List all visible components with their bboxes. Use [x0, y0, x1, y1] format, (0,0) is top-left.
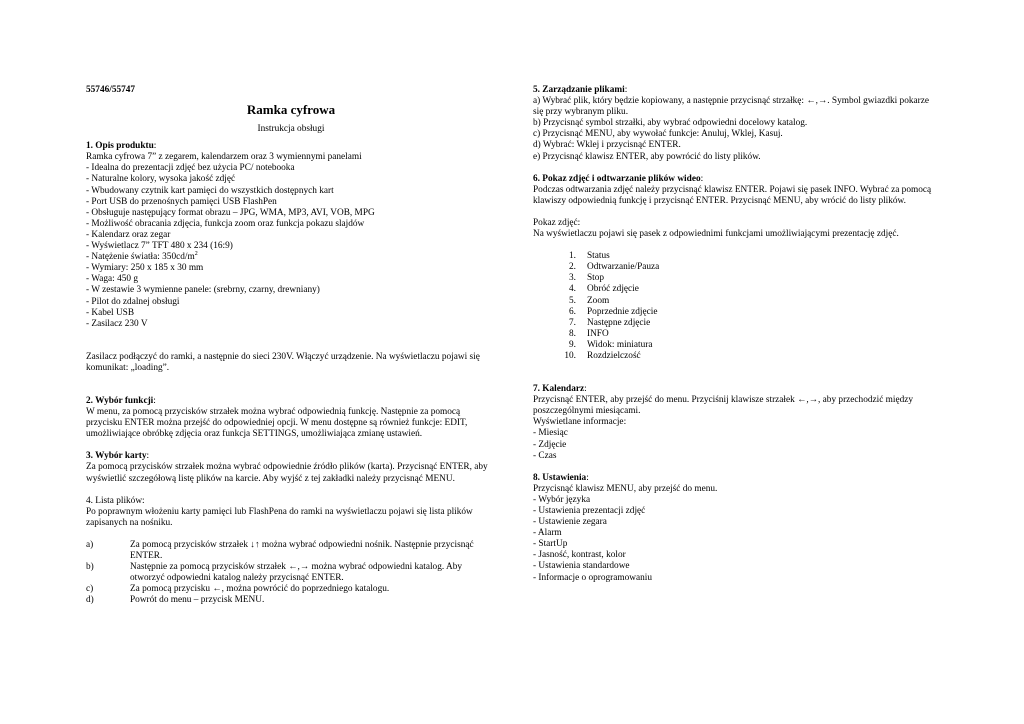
- list-item: - Wymiary: 250 x 185 x 30 mm: [86, 263, 204, 274]
- list-item: - Wbudowany czytnik kart pamięci do wszystkich dostępnych kart: [86, 185, 334, 196]
- info-label: Wyświetlane informacje:: [533, 417, 627, 428]
- list-item: - Zasilacz 230 V: [86, 318, 148, 329]
- list-item: - Jasność, kontrast, kolor: [533, 550, 626, 561]
- list-item: d) Wybrać: Wklej i przycisnąć ENTER.: [533, 140, 681, 151]
- section-heading: 7. Kalendarz:: [533, 384, 587, 395]
- list-item: 5. Zoom: [569, 295, 610, 306]
- feature-list: [86, 163, 496, 329]
- left-column: [86, 85, 496, 606]
- list-item: - StartUp: [533, 539, 568, 550]
- section-heading: 2. Wybór funkcji:: [86, 395, 156, 406]
- list-item: 8. INFO: [569, 328, 609, 339]
- section-heading: 6. Pokaz zdjęć i odtwarzanie plików wideo:: [533, 173, 704, 184]
- section-text: Podczas odtwarzania zdjęć należy przycisnąć klawisz ENTER. Pojawi się pasek INFO. Wybrać za pomocą klawiszy odpowiednią funkcję i przycisnąć ENTER. Przycisnąć MENU, aby wrócić do listy plików.: [533, 184, 932, 206]
- list-item: - Idealna do prezentacji zdjęć bez użycia PC/ notebooka: [86, 163, 295, 174]
- right-column: [533, 85, 933, 584]
- section-intro: Ramka cyfrowa 7” z zegarem, kalendarzem oraz 3 wymiennymi panelami: [86, 152, 362, 163]
- list-item: - Port USB do przenośnych pamięci USB FlashPen: [86, 196, 277, 207]
- slideshow-text: Na wyświetlaczu pojawi się pasek z odpowiednimi funkcjami umożliwiającymi prezentację zdjęć.: [533, 229, 899, 240]
- list-item: - Obsługuje następujący format obrazu – JPG, WMA, MP3, AVI, VOB, MPG: [86, 207, 375, 218]
- list-item: e) Przycisnąć klawisz ENTER, aby powrócić do listy plików.: [533, 151, 761, 162]
- list-item: - Natężenie światła: $350cd/m^2$: [86, 251, 198, 263]
- list-item: - Kabel USB: [86, 307, 135, 318]
- section-file-list: [86, 496, 496, 607]
- section-text: Po poprawnym włożeniu karty pamięci lub FlashPena do ramki na wyświetlaczu pojawi się lista plików zapisanych na nośniku.: [86, 506, 473, 528]
- list-item: - Naturalne kolory, wysoka jakość zdjęć: [86, 174, 236, 185]
- list-item: - Ustawienie zegara: [533, 517, 607, 528]
- list-item: - Kalendarz oraz zegar: [86, 229, 171, 240]
- list-item: 3. Stop: [569, 273, 605, 284]
- list-item: 4. Obróć zdjęcie: [569, 284, 639, 295]
- section-text: W menu, za pomocą przycisków strzałek można wybrać odpowiednią funkcję. Następnie za pomocą przycisku ENTER można przejść do odpowiedniej opcji. W menu dostępne są również funkcje: EDIT, umożliwiające obróbkę zdjęcia oraz funkcja SETTINGS, umożliwiająca zmianę ustawień.: [86, 407, 468, 440]
- list-item: - Zdjęcie: [533, 439, 567, 450]
- section-heading: 5. Zarządzanie plikami:: [533, 85, 628, 95]
- file-list-steps: [86, 540, 496, 607]
- list-item: - Alarm: [533, 528, 562, 539]
- list-item: - W zestawie 3 wymienne panele: (srebrny, czarny, drewniany): [86, 285, 320, 296]
- section-heading: 4. Lista plików:: [86, 495, 145, 506]
- section-heading: 8. Ustawienia:: [533, 472, 589, 483]
- list-item: b) Następnie za pomocą przycisków strzałek ←,→ można wybrać odpowiedni katalog. Aby otworzyć odpowiedni katalog należy przycisnąć ENTER.: [86, 562, 463, 584]
- list-item: a) Wybrać plik, który będzie kopiowany, a następnie przycisnąć strzałkę: ←,→. Symbol gwiazdki pokarze się przy wybranym pliku.: [533, 96, 929, 118]
- list-item: 9. Widok: miniatura: [569, 339, 653, 350]
- section-function-selection: [86, 396, 496, 440]
- section-product-description: [86, 141, 496, 330]
- document-code: 55746/55747: [86, 85, 136, 95]
- section-calendar: [533, 384, 933, 462]
- section-card-selection: [86, 451, 496, 484]
- list-item: - Waga: 450 g: [86, 274, 139, 285]
- list-item: d) Powrót do menu – przycisk MENU.: [86, 595, 265, 606]
- slideshow-label: Pokaz zdjęć:: [533, 217, 581, 228]
- section-heading: 1. Opis produktu:: [86, 141, 157, 152]
- list-item: 10. Rozdzielczość: [564, 350, 641, 361]
- list-item: b) Przycisnąć symbol strzałki, aby wybrać odpowiedni docelowy katalog.: [533, 118, 808, 129]
- document-subtitle: Instrukcja obsługi: [257, 124, 325, 135]
- list-item: 7. Następne zdjęcie: [569, 317, 651, 328]
- section-settings: [533, 473, 933, 584]
- document-title: Ramka cyfrowa: [246, 102, 336, 118]
- section-slideshow-video: [533, 174, 933, 362]
- section-text: Przycisnąć ENTER, aby przejść do menu. Przyciśnij klawisze strzałek ←,→, aby przechodzić między poszczególnymi miesiącami.: [533, 395, 914, 417]
- section-text: Za pomocą przycisków strzałek można wybrać odpowiednie źródło plików (karta). Przycisnąć ENTER, aby wyświetlić szczegółową listę plików na karcie. Aby wyjść z tej zakładki należy przycisnąć MENU.: [86, 462, 488, 484]
- list-item: c) Przycisnąć MENU, aby wywołać funkcje: Anuluj, Wklej, Kasuj.: [533, 129, 783, 140]
- section-text: Przycisnąć klawisz MENU, aby przejść do menu.: [533, 483, 718, 494]
- power-instructions: Zasilacz podłączyć do ramki, a następnie do sieci 230V. Włączyć urządzenie. Na wyświetlaczu pojawi się komunikat: „loading”.: [86, 351, 480, 373]
- list-item: - Miesiąc: [533, 428, 568, 439]
- list-item: 1. Status: [569, 251, 610, 262]
- section-heading: 3. Wybór karty:: [86, 451, 150, 462]
- list-item: - Ustawienia prezentacji zdjęć: [533, 506, 646, 516]
- list-item: - Wybór języka: [533, 494, 591, 505]
- section-file-management: [533, 85, 933, 163]
- list-item: - Pilot do zdalnej obsługi: [86, 296, 180, 307]
- list-item: 2. Odtwarzanie/Pauza: [569, 262, 660, 273]
- list-item: a) Za pomocą przycisków strzałek ↓↑ można wybrać odpowiedni nośnik. Następnie przycisnąć ENTER.: [86, 539, 474, 561]
- slideshow-functions-list: [533, 251, 933, 362]
- list-item: c) Za pomocą przycisku ←, można powrócić do poprzedniego katalogu.: [86, 584, 390, 595]
- list-item: - Ustawienia standardowe: [533, 561, 630, 572]
- list-item: - Czas: [533, 450, 557, 461]
- list-item: - Wyświetlacz 7” TFT 480 x 234 (16:9): [86, 241, 233, 252]
- list-item: - Informacje o oprogramowaniu: [533, 572, 653, 583]
- list-item: 6. Poprzednie zdjęcie: [569, 306, 658, 317]
- list-item: - Możliwość obracania zdjęcia, funkcja zoom oraz funkcja pokazu slajdów: [86, 218, 365, 229]
